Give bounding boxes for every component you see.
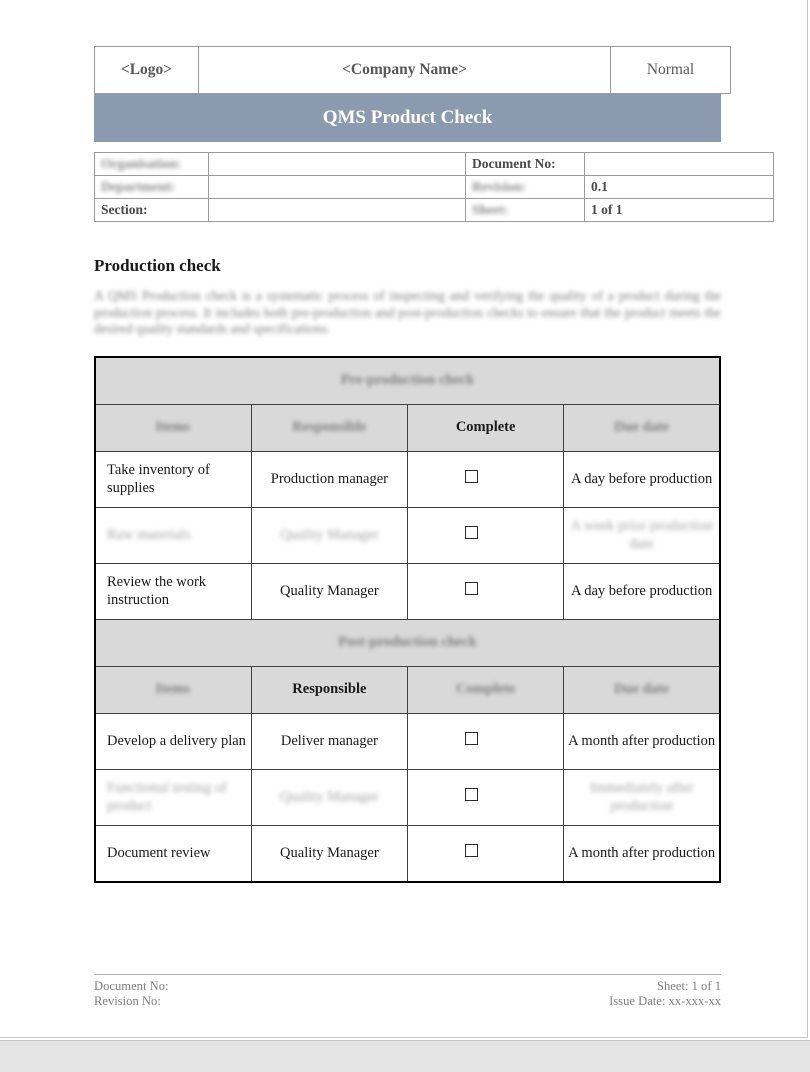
cell-complete-checkbox[interactable]: [408, 825, 564, 882]
column-header-due-date: Due date: [564, 404, 720, 451]
cell-responsible: Production manager: [251, 451, 407, 507]
cell-items: Develop a delivery plan: [95, 713, 251, 769]
table-row: [95, 713, 720, 769]
meta-value-document-no: [585, 153, 774, 176]
cell-items: Document review: [95, 825, 251, 882]
cell-due-date: A day before production: [564, 563, 720, 619]
meta-label-organisation: Organisation:: [101, 156, 182, 171]
footer-revision-no: Revision No:: [94, 994, 161, 1008]
meta-row: [95, 153, 774, 176]
classification-cell: Normal: [611, 47, 731, 94]
column-header-due-date: Due date: [564, 666, 720, 713]
cell-due-date: A week prior production date: [564, 507, 720, 563]
pre-production-table: [94, 356, 721, 883]
company-name-cell: <Company Name>: [199, 47, 611, 94]
column-header-complete: Complete: [408, 666, 564, 713]
cell-complete-checkbox[interactable]: [408, 507, 564, 563]
cell-items: Functional testing of product: [95, 769, 251, 825]
meta-row: [95, 199, 774, 222]
table-row: [95, 507, 720, 563]
meta-label-document-no: Document No:: [466, 153, 585, 176]
meta-value-section: [209, 199, 466, 222]
post-production-band: Post-production check: [95, 619, 720, 666]
cell-due-date: A month after production: [564, 713, 720, 769]
cell-complete-checkbox[interactable]: [408, 713, 564, 769]
document-meta-table: [94, 152, 774, 222]
footer-issue-date: Issue Date: xx-xxx-xx: [609, 994, 721, 1008]
cell-responsible: Quality Manager: [251, 563, 407, 619]
document-title-band: [94, 94, 721, 142]
column-header-complete: Complete: [408, 404, 564, 451]
table-row: [95, 825, 720, 882]
cell-responsible: Quality Manager: [251, 825, 407, 882]
cell-items: Review the work instruction: [95, 563, 251, 619]
logo-placeholder-cell: <Logo>: [95, 47, 199, 94]
meta-value-sheet: 1 of 1: [585, 199, 774, 222]
checkbox-icon[interactable]: [465, 844, 478, 857]
cell-responsible: Quality Manager: [251, 507, 407, 563]
column-header-row: [95, 666, 720, 713]
footer-right: [609, 979, 721, 1009]
footer-left: [94, 979, 169, 1009]
table-row: [95, 769, 720, 825]
section-band-row: [95, 619, 720, 666]
meta-value-department: [209, 176, 466, 199]
document-content: [94, 46, 721, 883]
section-heading: Production check: [94, 256, 221, 275]
column-header-responsible: Responsible: [251, 404, 407, 451]
meta-label-sheet: Sheet:: [472, 202, 508, 217]
cell-items: Take inventory of supplies: [95, 451, 251, 507]
table-row: [95, 451, 720, 507]
cell-items: Raw materials: [95, 507, 251, 563]
cell-due-date: A month after production: [564, 825, 720, 882]
cell-complete-checkbox[interactable]: [408, 451, 564, 507]
meta-value-revision: 0.1: [585, 176, 774, 199]
footer-document-no: Document No:: [94, 979, 169, 993]
cell-due-date: A day before production: [564, 451, 720, 507]
header-row: [95, 47, 731, 94]
meta-label-department: Department:: [101, 179, 176, 194]
section-paragraph: A QMS Production check is a systematic process of inspecting and verifying the quality of a product during the production process. It includes both pre-production and post-production checks to ensure that the product meets the desired quality standards and specifications.: [94, 288, 721, 336]
table-row: [95, 563, 720, 619]
pre-production-band: Pre-production check: [95, 357, 720, 405]
column-header-responsible: Responsible: [251, 666, 407, 713]
checkbox-icon[interactable]: [465, 582, 478, 595]
cell-responsible: Deliver manager: [251, 713, 407, 769]
meta-label-section: Section:: [95, 199, 209, 222]
column-header-items: Items: [95, 404, 251, 451]
cell-complete-checkbox[interactable]: [408, 769, 564, 825]
footer-sheet: Sheet: 1 of 1: [656, 979, 721, 993]
section-band-row: [95, 357, 720, 405]
cell-due-date: Immediately after production: [564, 769, 720, 825]
cell-responsible: Quality Manager: [251, 769, 407, 825]
document-title: QMS Product Check: [322, 107, 493, 128]
column-header-items: Items: [95, 666, 251, 713]
document-header-table: [94, 46, 731, 94]
viewer-bottom-strip: [0, 1040, 810, 1072]
checkbox-icon[interactable]: [465, 526, 478, 539]
checkbox-icon[interactable]: [465, 788, 478, 801]
meta-label-revision: Revision:: [472, 179, 526, 194]
column-header-row: [95, 404, 720, 451]
checkbox-icon[interactable]: [465, 732, 478, 745]
document-footer: [94, 974, 721, 1009]
meta-value-organisation: [209, 153, 466, 176]
checkbox-icon[interactable]: [465, 470, 478, 483]
meta-row: [95, 176, 774, 199]
cell-complete-checkbox[interactable]: [408, 563, 564, 619]
